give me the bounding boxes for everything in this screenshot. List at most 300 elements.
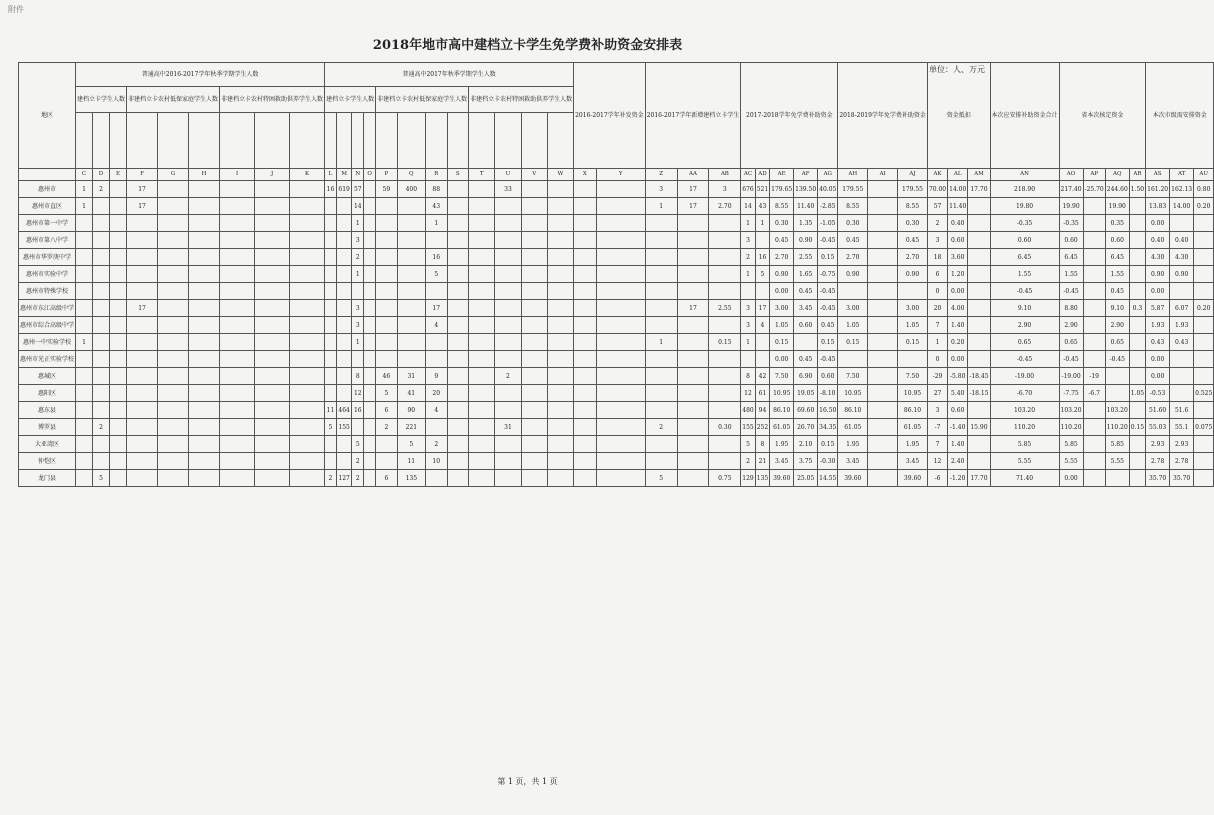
table-cell (76, 385, 93, 402)
table-cell: 61.05 (898, 419, 928, 436)
table-cell (110, 385, 127, 402)
table-cell (255, 266, 290, 283)
table-cell: 110.20 (1059, 419, 1083, 436)
table-cell (596, 283, 645, 300)
table-cell (547, 215, 573, 232)
table-cell (93, 198, 110, 215)
table-cell: 1.20 (948, 266, 968, 283)
table-cell: 135 (397, 470, 425, 487)
table-cell (376, 198, 398, 215)
table-cell (158, 453, 189, 470)
table-cell: 1 (741, 266, 755, 283)
table-cell: 0.65 (1105, 334, 1129, 351)
table-cell: 1.93 (1170, 317, 1194, 334)
table-cell (110, 317, 127, 334)
table-cell: 8 (755, 436, 769, 453)
table-cell (574, 351, 596, 368)
table-cell (93, 266, 110, 283)
table-cell (596, 436, 645, 453)
table-cell (469, 215, 495, 232)
table-cell (868, 385, 898, 402)
table-cell (110, 283, 127, 300)
table-cell (76, 283, 93, 300)
table-cell (158, 181, 189, 198)
table-row (19, 334, 1214, 351)
table-cell (868, 351, 898, 368)
table-cell (574, 402, 596, 419)
table-cell: 10.95 (770, 385, 794, 402)
table-cell (1083, 300, 1105, 317)
table-cell: 8 (352, 368, 364, 385)
table-cell (547, 266, 573, 283)
table-cell: -0.45 (818, 300, 838, 317)
table-cell: 1.65 (794, 266, 818, 283)
table-cell (158, 351, 189, 368)
table-cell (447, 283, 469, 300)
table-cell (93, 334, 110, 351)
table-cell: 9 (425, 368, 447, 385)
table-cell (290, 317, 325, 334)
table-cell (255, 198, 290, 215)
table-cell (469, 232, 495, 249)
table-cell: 8 (741, 368, 755, 385)
table-cell: 1.35 (794, 215, 818, 232)
table-cell (521, 419, 547, 436)
table-row (19, 470, 1214, 487)
table-cell (645, 368, 677, 385)
table-cell: 5.85 (1105, 436, 1129, 453)
table-cell (220, 266, 255, 283)
table-cell (868, 334, 898, 351)
table-cell (495, 385, 521, 402)
table-cell: 61.05 (838, 419, 868, 436)
row-region-name: 惠城区 (19, 368, 76, 385)
table-cell (255, 317, 290, 334)
table-cell (968, 198, 990, 215)
table-cell: 59 (376, 181, 398, 198)
table-cell (1129, 436, 1145, 453)
table-cell: 17 (677, 198, 709, 215)
table-cell: 0.35 (1105, 215, 1129, 232)
table-cell: 13.83 (1146, 198, 1170, 215)
table-cell (93, 453, 110, 470)
table-cell (677, 368, 709, 385)
table-cell (447, 453, 469, 470)
table-cell (364, 215, 376, 232)
table-cell: -7.75 (1059, 385, 1083, 402)
table-cell (290, 300, 325, 317)
table-cell (677, 402, 709, 419)
table-cell: -8.10 (818, 385, 838, 402)
table-cell: 7 (927, 317, 947, 334)
table-cell (189, 198, 220, 215)
table-cell (1129, 198, 1145, 215)
table-cell: -7 (927, 419, 947, 436)
table-cell: 1 (352, 334, 364, 351)
table-cell (220, 368, 255, 385)
table-cell (376, 266, 398, 283)
table-cell (336, 300, 352, 317)
subheader-cell (547, 113, 573, 169)
table-cell: 4.00 (948, 300, 968, 317)
table-cell (127, 283, 158, 300)
column-letter: J (255, 169, 290, 181)
table-cell (255, 453, 290, 470)
table-cell: 6 (927, 266, 947, 283)
table-cell (110, 266, 127, 283)
table-cell (596, 198, 645, 215)
table-cell (968, 334, 990, 351)
table-cell: 480 (741, 402, 755, 419)
column-letter: R (425, 169, 447, 181)
table-cell: 27 (927, 385, 947, 402)
table-cell (596, 470, 645, 487)
table-cell: 12 (352, 385, 364, 402)
table-cell: 70.00 (927, 181, 947, 198)
table-cell (447, 215, 469, 232)
table-cell (469, 198, 495, 215)
table-cell: 5 (352, 436, 364, 453)
column-letter: P (376, 169, 398, 181)
table-cell: 17 (755, 300, 769, 317)
table-cell: 155 (336, 419, 352, 436)
table-cell (376, 317, 398, 334)
table-cell (376, 249, 398, 266)
table-cell: 179.55 (838, 181, 868, 198)
table-cell (425, 334, 447, 351)
table-cell (127, 215, 158, 232)
column-letter: AF (794, 169, 818, 181)
table-cell: 5.85 (990, 436, 1059, 453)
table-cell (376, 300, 398, 317)
table-cell: 0.15 (709, 334, 741, 351)
table-cell: 55.1 (1170, 419, 1194, 436)
table-cell: 2 (645, 419, 677, 436)
table-cell (495, 300, 521, 317)
table-cell: 5 (741, 436, 755, 453)
table-cell: 400 (397, 181, 425, 198)
table-cell (110, 300, 127, 317)
table-row (19, 283, 1214, 300)
table-cell: 10.95 (898, 385, 928, 402)
header-g9: 省本次核定资金 (1059, 63, 1146, 169)
table-cell: 2.40 (948, 453, 968, 470)
table-cell: 41 (397, 385, 425, 402)
table-cell (397, 351, 425, 368)
table-cell (868, 453, 898, 470)
table-cell: -19.00 (1059, 368, 1083, 385)
table-cell (868, 283, 898, 300)
table-cell: 0.20 (948, 334, 968, 351)
table-cell: 26.70 (794, 419, 818, 436)
table-cell (336, 266, 352, 283)
table-cell (709, 215, 741, 232)
table-cell: -0.45 (990, 283, 1059, 300)
table-cell (596, 351, 645, 368)
table-cell (547, 385, 573, 402)
table-cell (376, 334, 398, 351)
column-letter: V (521, 169, 547, 181)
table-cell: 17 (127, 181, 158, 198)
table-cell (596, 419, 645, 436)
table-cell (1083, 436, 1105, 453)
table-cell: 1.40 (948, 436, 968, 453)
column-letter: AN (990, 169, 1059, 181)
table-cell (110, 402, 127, 419)
table-cell: 25.05 (794, 470, 818, 487)
table-cell (741, 351, 755, 368)
table-cell: 5.40 (948, 385, 968, 402)
table-cell (677, 470, 709, 487)
table-cell: 57 (927, 198, 947, 215)
table-cell (220, 453, 255, 470)
table-cell (76, 351, 93, 368)
table-cell: -0.45 (818, 283, 838, 300)
unit-label: 单位：人、万元 (929, 65, 985, 74)
table-cell: 0.15 (818, 334, 838, 351)
table-cell (547, 419, 573, 436)
table-cell (645, 300, 677, 317)
table-cell (447, 266, 469, 283)
table-cell (189, 215, 220, 232)
table-cell (220, 351, 255, 368)
table-cell: -18.15 (968, 385, 990, 402)
table-cell (968, 453, 990, 470)
table-cell (110, 215, 127, 232)
table-cell (255, 334, 290, 351)
table-cell (596, 368, 645, 385)
table-cell (521, 215, 547, 232)
table-cell (397, 300, 425, 317)
table-cell: 1 (741, 334, 755, 351)
table-cell: 179.55 (898, 181, 928, 198)
table-cell (1083, 402, 1105, 419)
column-letter: AJ (898, 169, 928, 181)
row-region-name: 惠州市第一中学 (19, 215, 76, 232)
table-cell: 43 (425, 198, 447, 215)
table-cell (547, 351, 573, 368)
table-cell (521, 334, 547, 351)
table-cell: 1.05 (770, 317, 794, 334)
table-cell: 1 (755, 215, 769, 232)
table-cell (868, 300, 898, 317)
subheader-cell (255, 113, 290, 169)
table-cell: 0.60 (948, 232, 968, 249)
row-region-name: 龙门县 (19, 470, 76, 487)
table-cell: 0.60 (1105, 232, 1129, 249)
table-cell: 3 (927, 232, 947, 249)
table-cell (364, 300, 376, 317)
table-cell: 14 (352, 198, 364, 215)
table-cell (868, 266, 898, 283)
table-cell (110, 181, 127, 198)
table-cell: 3 (352, 232, 364, 249)
table-cell (325, 334, 337, 351)
column-letter: K (290, 169, 325, 181)
table-cell (76, 470, 93, 487)
table-cell (1129, 283, 1145, 300)
column-letter: T (469, 169, 495, 181)
table-cell: 162.13 (1170, 181, 1194, 198)
table-cell: 5 (93, 470, 110, 487)
table-cell: 71.40 (990, 470, 1059, 487)
table-cell (220, 215, 255, 232)
table-cell: 3 (645, 181, 677, 198)
table-cell (596, 453, 645, 470)
table-cell (709, 368, 741, 385)
table-cell (1170, 215, 1194, 232)
table-cell: 0.60 (1059, 232, 1083, 249)
corner-label: 附件 (8, 5, 24, 14)
subheader-cell (425, 113, 447, 169)
table-cell: -18.45 (968, 368, 990, 385)
table-cell (1083, 470, 1105, 487)
table-cell: 0.15 (1129, 419, 1145, 436)
table-cell (76, 249, 93, 266)
table-cell: 9.10 (1105, 300, 1129, 317)
subheader-cell (158, 113, 189, 169)
table-cell (364, 351, 376, 368)
table-cell (110, 334, 127, 351)
table-cell: -2.85 (818, 198, 838, 215)
table-cell (325, 215, 337, 232)
table-cell (521, 402, 547, 419)
table-row (19, 215, 1214, 232)
table-cell (596, 266, 645, 283)
table-cell: 129 (741, 470, 755, 487)
column-letter: AI (868, 169, 898, 181)
column-letter: AG (818, 169, 838, 181)
table-cell: 0.00 (770, 351, 794, 368)
table-cell (677, 419, 709, 436)
table-cell (255, 283, 290, 300)
table-cell: 16 (425, 249, 447, 266)
table-cell (447, 198, 469, 215)
table-cell (495, 317, 521, 334)
table-cell (376, 283, 398, 300)
table-cell (158, 402, 189, 419)
table-cell (325, 266, 337, 283)
table-cell (868, 470, 898, 487)
table-cell (1194, 368, 1214, 385)
table-cell (127, 249, 158, 266)
table-cell: 1 (741, 215, 755, 232)
table-cell: 8.80 (1059, 300, 1083, 317)
table-cell (364, 283, 376, 300)
table-cell (868, 317, 898, 334)
table-cell: 2.55 (794, 249, 818, 266)
table-cell: -1.40 (948, 419, 968, 436)
table-cell (364, 181, 376, 198)
table-cell (677, 453, 709, 470)
table-row (19, 419, 1214, 436)
table-cell: 1.55 (1105, 266, 1129, 283)
table-cell (189, 334, 220, 351)
table-cell (709, 351, 741, 368)
table-cell (447, 385, 469, 402)
table-cell (93, 385, 110, 402)
table-cell (158, 470, 189, 487)
table-cell (352, 351, 364, 368)
column-letter: E (110, 169, 127, 181)
table-cell (425, 232, 447, 249)
table-cell (521, 232, 547, 249)
table-cell (290, 198, 325, 215)
table-cell (336, 453, 352, 470)
table-cell (376, 215, 398, 232)
table-cell: 2 (352, 249, 364, 266)
table-cell: -19.00 (990, 368, 1059, 385)
table-cell (709, 266, 741, 283)
table-row (19, 368, 1214, 385)
table-cell (968, 249, 990, 266)
table-cell (447, 300, 469, 317)
table-cell (1170, 385, 1194, 402)
table-cell (255, 368, 290, 385)
table-cell (290, 334, 325, 351)
table-cell (868, 215, 898, 232)
table-cell: 0.80 (1194, 181, 1214, 198)
table-cell (1194, 470, 1214, 487)
table-cell: 1 (425, 215, 447, 232)
table-cell: 1.05 (1129, 385, 1145, 402)
table-cell (469, 283, 495, 300)
header-s5: 非建档立卡农村特困救助供养学生人数 (469, 87, 574, 113)
row-region-name: 惠州市华罗庚中学 (19, 249, 76, 266)
table-cell (574, 334, 596, 351)
column-letter: AB (709, 169, 741, 181)
table-cell (1194, 334, 1214, 351)
table-cell (290, 351, 325, 368)
table-cell (469, 436, 495, 453)
table-cell: 0.00 (1059, 470, 1083, 487)
table-cell (158, 266, 189, 283)
table-cell: 3.00 (770, 300, 794, 317)
table-cell (447, 181, 469, 198)
table-cell: 0.00 (1146, 283, 1170, 300)
subheader-cell (290, 113, 325, 169)
table-cell (469, 402, 495, 419)
table-cell (127, 453, 158, 470)
table-cell (547, 283, 573, 300)
table-cell (1105, 368, 1129, 385)
table-cell (447, 317, 469, 334)
table-cell (93, 232, 110, 249)
table-cell (596, 334, 645, 351)
subheader-cell (76, 113, 93, 169)
table-cell (189, 368, 220, 385)
table-cell (158, 215, 189, 232)
table-cell (469, 317, 495, 334)
table-cell: -5.80 (948, 368, 968, 385)
table-cell (868, 249, 898, 266)
table-cell (495, 334, 521, 351)
table-cell: 86.10 (770, 402, 794, 419)
table-cell (255, 300, 290, 317)
table-cell: -0.45 (1059, 351, 1083, 368)
table-cell: 3.45 (794, 300, 818, 317)
row-region-name: 惠州市特殊学校 (19, 283, 76, 300)
table-cell (1170, 351, 1194, 368)
table-cell: 16.50 (818, 402, 838, 419)
table-cell: 2.70 (838, 249, 868, 266)
table-cell: 39.60 (898, 470, 928, 487)
column-letter: C (76, 169, 93, 181)
table-cell: 2.78 (1170, 453, 1194, 470)
table-cell (1194, 402, 1214, 419)
row-region-name: 博罗县 (19, 419, 76, 436)
column-letter: I (220, 169, 255, 181)
